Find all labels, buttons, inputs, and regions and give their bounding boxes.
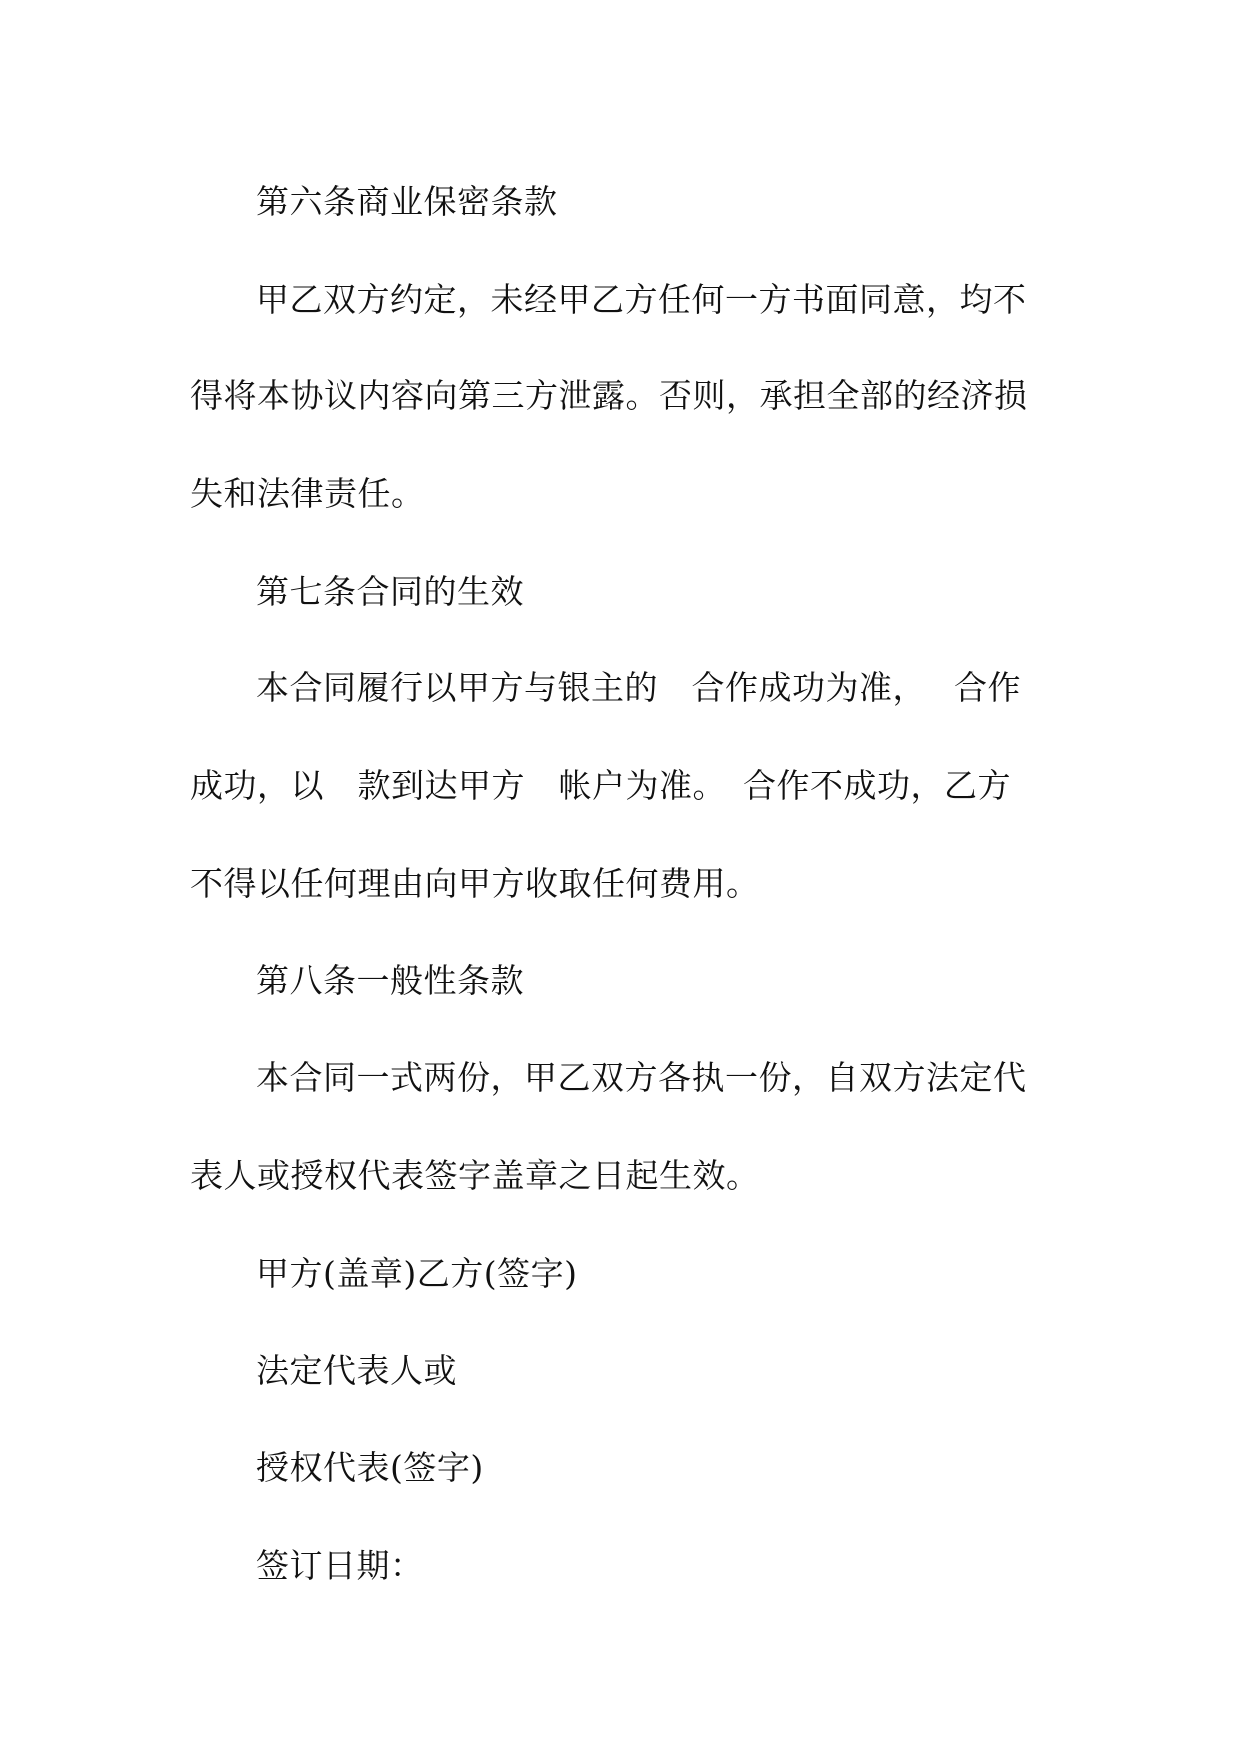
article-7-heading: 第七条合同的生效 xyxy=(256,572,524,611)
article-7-paragraph-line-2: 成功，以 款到达甲方 帐户为准。 合作不成功，乙方 xyxy=(190,766,1011,805)
article-8-paragraph-line-1: 本合同一式两份，甲乙双方各执一份，自双方法定代 xyxy=(256,1058,1027,1097)
article-7-paragraph-line-1: 本合同履行以甲方与银主的 合作成功为准， 合作 xyxy=(256,668,1021,707)
signing-date-label: 签订日期： xyxy=(256,1546,424,1585)
article-6-paragraph-line-3: 失和法律责任。 xyxy=(190,474,425,513)
article-7-paragraph-line-3: 不得以任何理由向甲方收取任何费用。 xyxy=(190,864,760,903)
article-6-paragraph-line-1: 甲乙双方约定，未经甲乙方任何一方书面同意，均不 xyxy=(256,280,1027,319)
legal-representative-label: 法定代表人或 xyxy=(256,1351,457,1390)
signature-party-line: 甲方(盖章)乙方(签字) xyxy=(256,1254,578,1293)
authorized-representative-label: 授权代表(签字) xyxy=(256,1448,484,1487)
article-8-heading: 第八条一般性条款 xyxy=(256,961,524,1000)
article-6-paragraph-line-2: 得将本协议内容向第三方泄露。否则，承担全部的经济损 xyxy=(190,376,1028,415)
article-6-heading: 第六条商业保密条款 xyxy=(256,182,558,221)
article-8-paragraph-line-2: 表人或授权代表签字盖章之日起生效。 xyxy=(190,1156,760,1195)
